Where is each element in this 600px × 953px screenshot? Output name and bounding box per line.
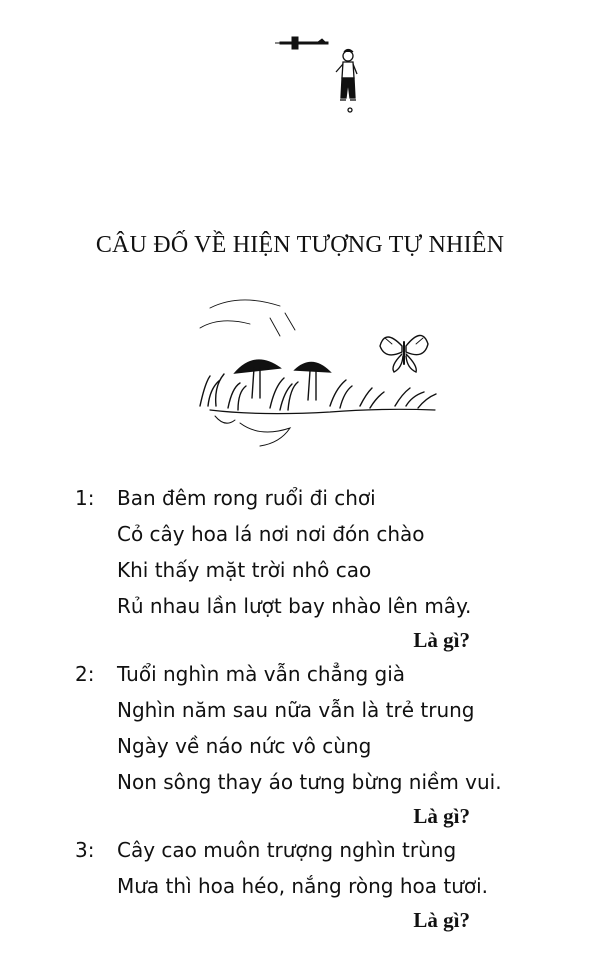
riddle-line: Cỏ cây hoa lá nơi nơi đón chào <box>117 522 425 546</box>
riddle-answer-prompt: Là gì? <box>413 628 470 652</box>
riddle-answer-prompt: Là gì? <box>413 908 470 932</box>
riddle-number: 2: <box>75 662 95 686</box>
riddle-number: 1: <box>75 486 95 510</box>
butterfly-icon <box>380 335 428 372</box>
riddle-2 <box>75 656 535 832</box>
riddle-1 <box>75 480 535 656</box>
riddle-line: Ban đêm rong ruổi đi chơi <box>117 486 376 510</box>
boy-with-airplane-illustration <box>270 22 360 122</box>
grass-mushrooms-butterfly-illustration <box>180 288 450 453</box>
riddle-answer-prompt: Là gì? <box>413 804 470 828</box>
riddle-line: Khi thấy mặt trời nhô cao <box>117 558 372 582</box>
riddle-list <box>0 480 600 936</box>
riddle-line: Non sông thay áo tưng bừng niềm vui. <box>117 770 502 794</box>
mushroom-icon <box>295 362 330 400</box>
boy-figure-icon <box>336 50 357 113</box>
riddle-number: 3: <box>75 838 95 862</box>
riddle-3 <box>75 832 535 936</box>
riddle-line: Rủ nhau lần lượt bay nhào lên mây. <box>117 594 472 618</box>
riddle-line: Cây cao muôn trượng nghìn trùng <box>117 838 457 862</box>
riddle-line: Ngày về náo nức vô cùng <box>117 734 372 758</box>
riddle-line: Tuổi nghìn mà vẫn chẳng già <box>117 662 406 686</box>
riddle-line: Mưa thì hoa héo, nắng ròng hoa tươi. <box>117 874 489 898</box>
airplane-icon <box>275 37 328 49</box>
riddle-line: Nghìn năm sau nữa vẫn là trẻ trung <box>117 698 475 722</box>
page-title: CÂU ĐỐ VỀ HIỆN TƯỢNG TỰ NHIÊN <box>95 232 505 258</box>
